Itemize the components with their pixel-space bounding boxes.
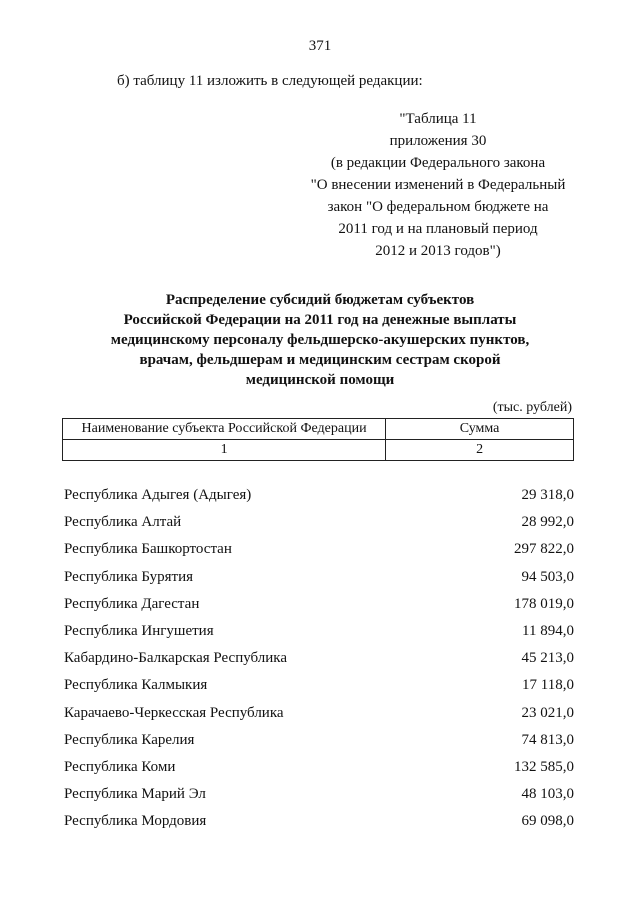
region-name: Республика Мордовия: [64, 813, 207, 830]
column-number-2: 2: [386, 440, 574, 461]
title-line: Распределение субсидий бюджетам субъектов: [165, 292, 475, 308]
table-row: [64, 567, 574, 594]
column-header-sum: Сумма: [386, 419, 574, 440]
region-amount: 17 118,0: [522, 677, 574, 694]
document-title: [60, 290, 580, 390]
table-row: [64, 621, 574, 648]
title-line: врачам, фельдшерам и медицинским сестрам скорой: [139, 352, 501, 368]
region-amount: 11 894,0: [522, 622, 574, 639]
region-name: Республика Калмыкия: [64, 677, 208, 694]
annex-line: "О внесении изменений в Федеральный: [310, 177, 566, 193]
region-name: Кабардино-Балкарская Республика: [64, 650, 288, 667]
region-name: Республика Алтай: [64, 514, 182, 531]
table-row: [64, 648, 574, 675]
region-name: Республика Коми: [64, 758, 176, 775]
region-name: Карачаево-Черкесская Республика: [64, 704, 284, 721]
region-amount: 94 503,0: [521, 568, 574, 585]
title-line: медицинскому персоналу фельдшерско-акушерских пунктов,: [110, 332, 530, 348]
title-line: Российской Федерации на 2011 год на денежные выплаты: [123, 312, 517, 328]
table-row: [64, 539, 574, 566]
page-number: 371: [308, 38, 332, 54]
table-row: [64, 784, 574, 811]
region-amount: 28 992,0: [521, 514, 574, 531]
table-row: [64, 811, 574, 838]
region-amount: 178 019,0: [514, 595, 574, 612]
region-amount: 69 098,0: [521, 813, 574, 830]
region-name: Республика Башкортостан: [64, 541, 232, 558]
region-amount: 132 585,0: [514, 758, 574, 775]
region-name: Республика Адыгея (Адыгея): [64, 487, 252, 503]
annex-line: 2011 год и на плановый период: [338, 221, 538, 237]
annex-line: (в редакции Федерального закона: [330, 155, 546, 171]
region-amount: 45 213,0: [521, 650, 574, 667]
title-line: медицинской помощи: [245, 372, 395, 388]
table-row: [64, 703, 574, 730]
region-amount: 48 103,0: [521, 786, 574, 803]
region-amount: 297 822,0: [514, 541, 574, 558]
column-number-1: 1: [63, 440, 386, 461]
intro-text: б) таблицу 11 изложить в следующей редакции:: [117, 73, 423, 89]
table-row: [64, 675, 574, 702]
region-name: Республика Бурятия: [64, 568, 194, 585]
table-row: [64, 485, 574, 512]
table-row: [64, 757, 574, 784]
table-body: [64, 485, 574, 838]
annex-reference: [283, 108, 593, 262]
table-row: [64, 594, 574, 621]
region-name: Республика Ингушетия: [64, 622, 214, 639]
region-amount: 29 318,0: [521, 487, 574, 503]
units-label: (тыс. рублей): [492, 400, 572, 415]
column-header-name: Наименование субъекта Российской Федерации: [63, 419, 386, 440]
table-row: [64, 512, 574, 539]
annex-line: "Таблица 11: [399, 111, 477, 127]
table-row: [64, 730, 574, 757]
annex-line: 2012 и 2013 годов"): [375, 243, 501, 259]
table-header: [62, 418, 574, 461]
region-amount: 74 813,0: [521, 731, 574, 748]
region-name: Республика Дагестан: [64, 595, 200, 612]
region-name: Республика Карелия: [64, 731, 195, 748]
region-name: Республика Марий Эл: [64, 786, 206, 803]
region-amount: 23 021,0: [521, 704, 574, 721]
annex-line: закон "О федеральном бюджете на: [327, 199, 549, 215]
annex-line: приложения 30: [389, 133, 487, 149]
